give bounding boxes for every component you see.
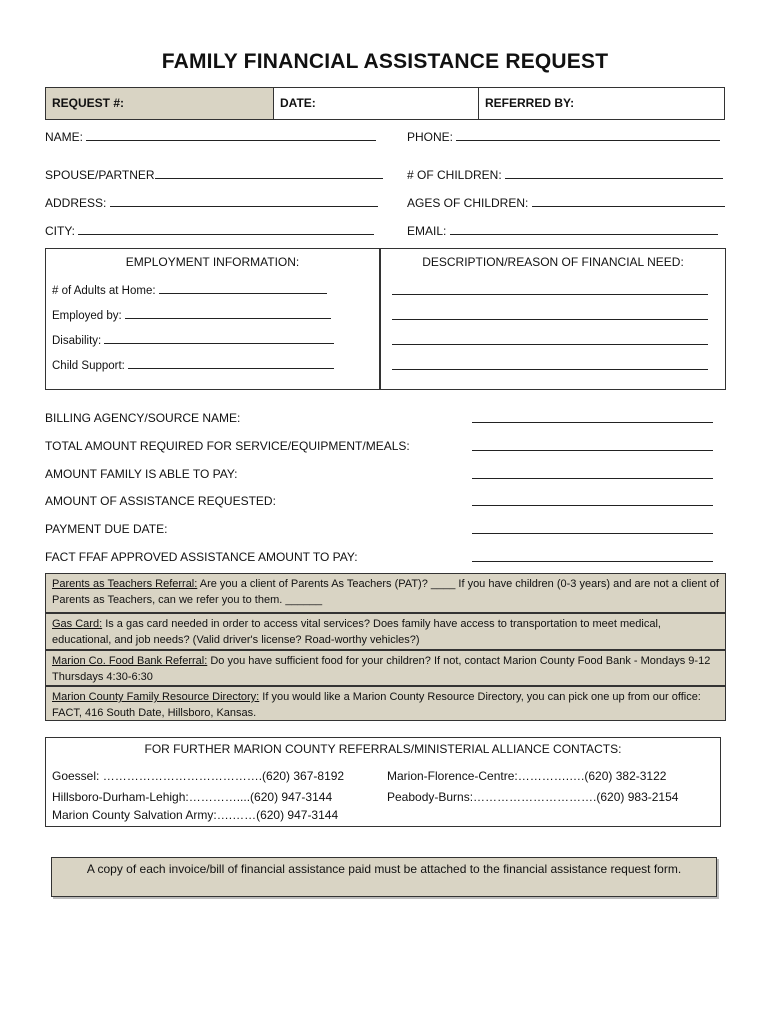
phone-label: PHONE: (407, 130, 454, 144)
name-field[interactable] (45, 130, 376, 144)
description-heading: DESCRIPTION/REASON OF FINANCIAL NEED: (422, 255, 684, 269)
billing-label: BILLING AGENCY/SOURCE NAME: (45, 411, 241, 425)
name-line[interactable] (86, 131, 376, 141)
approved-amount-label: FACT FFAF APPROVED ASSISTANCE AMOUNT TO PAY: (45, 550, 358, 564)
city-label: CITY: (45, 224, 76, 238)
city-line[interactable] (78, 225, 374, 235)
food-bank-text: Do you have sufficient food for your children? If not, contact Marion County Food Bank - Mondays 9-12 Thursdays 4:30-6:30 (52, 655, 711, 683)
employment-heading: EMPLOYMENT INFORMATION: (125, 255, 300, 269)
resource-directory-text: If you would like a Marion County Resource Directory, you can pick one up from our office: FACT, 416 South Date, Hillsboro, Kansas. (52, 691, 701, 719)
description-line[interactable] (392, 360, 708, 370)
spouse-line[interactable] (155, 169, 383, 179)
header-row (45, 87, 725, 120)
spouse-field[interactable] (45, 168, 383, 182)
total-amount-line[interactable] (472, 441, 713, 451)
contacts-box (45, 737, 721, 827)
assistance-requested-line[interactable] (472, 496, 713, 506)
disability-label: Disability: (52, 335, 102, 347)
date-field[interactable]: DATE: (274, 88, 479, 119)
assistance-requested-label: AMOUNT OF ASSISTANCE REQUESTED: (45, 494, 276, 508)
resource-directory-box (45, 686, 726, 721)
description-line[interactable] (392, 285, 708, 295)
name-label: NAME: (45, 130, 84, 144)
contact-goessel: Goessel: ………………………………….(620) 367-8192 (52, 769, 345, 783)
payment-due-label: PAYMENT DUE DATE: (45, 522, 168, 536)
ages-line[interactable] (532, 197, 725, 207)
billing-line[interactable] (472, 413, 713, 423)
description-line[interactable] (392, 335, 708, 345)
email-field[interactable] (407, 224, 718, 238)
child-support-line[interactable] (128, 359, 334, 369)
family-pay-label: AMOUNT FAMILY IS ABLE TO PAY: (45, 467, 238, 481)
children-field[interactable] (407, 168, 723, 182)
address-label: ADDRESS: (45, 196, 107, 210)
city-field[interactable] (45, 224, 374, 238)
address-line[interactable] (110, 197, 378, 207)
pat-referral-text: Are you a client of Parents As Teachers (PAT)? ____ If you have children (0-3 years) and are not a client of Parents as Teachers, can we refer you to them. ______ (52, 578, 719, 606)
disability-line[interactable] (104, 334, 334, 344)
email-line[interactable] (450, 225, 718, 235)
adults-line[interactable] (159, 284, 327, 294)
employed-field[interactable] (52, 309, 331, 322)
contacts-heading: FOR FURTHER MARION COUNTY REFERRALS/MINISTERIAL ALLIANCE CONTACTS: (144, 742, 622, 756)
contact-hillsboro: Hillsboro-Durham-Lehigh:…………....(620) 947-3144 (52, 790, 333, 804)
resource-directory-label: Marion County Family Resource Directory: (52, 691, 260, 703)
adults-label: # of Adults at Home: (52, 285, 156, 297)
invoice-note: A copy of each invoice/bill of financial assistance paid must be attached to the financial assistance request form. (51, 857, 717, 897)
request-number-field[interactable]: REQUEST #: (46, 88, 274, 119)
payment-due-line[interactable] (472, 524, 713, 534)
pat-referral-box (45, 573, 726, 613)
food-bank-box (45, 650, 726, 686)
phone-line[interactable] (456, 131, 720, 141)
description-line[interactable] (392, 310, 708, 320)
child-support-label: Child Support: (52, 360, 125, 372)
referred-by-field[interactable]: REFERRED BY: (485, 96, 575, 110)
box-divider (379, 249, 381, 389)
gas-card-text: Is a gas card needed in order to access vital services? Does family have access to transportation to meet medical, educational, and job needs? (Valid driver's license? Road-worthy vehicles?) (52, 618, 661, 646)
children-label: # OF CHILDREN: (407, 168, 502, 182)
children-line[interactable] (505, 169, 723, 179)
employed-line[interactable] (125, 309, 331, 319)
contact-salvation-army: Marion County Salvation Army:….……(620) 947-3144 (52, 808, 339, 822)
gas-card-label: Gas Card: (52, 618, 103, 630)
ages-field[interactable] (407, 196, 725, 210)
spouse-label: SPOUSE/PARTNER (45, 168, 155, 182)
email-label: EMAIL: (407, 224, 447, 238)
total-amount-label: TOTAL AMOUNT REQUIRED FOR SERVICE/EQUIPMENT/MEALS: (45, 439, 410, 453)
disability-field[interactable] (52, 334, 334, 347)
pat-referral-label: Parents as Teachers Referral: (52, 578, 198, 590)
employment-description-box (45, 248, 726, 390)
adults-field[interactable] (52, 284, 327, 297)
approved-amount-line[interactable] (472, 552, 713, 562)
form-title: FAMILY FINANCIAL ASSISTANCE REQUEST (161, 50, 609, 73)
contact-marion: Marion-Florence-Centre:………….….(620) 382-3122 (387, 769, 667, 783)
employed-label: Employed by: (52, 310, 122, 322)
food-bank-label: Marion Co. Food Bank Referral: (52, 655, 208, 667)
gas-card-box (45, 613, 726, 650)
child-support-field[interactable] (52, 359, 334, 372)
phone-field[interactable] (407, 130, 720, 144)
family-pay-line[interactable] (472, 469, 713, 479)
address-field[interactable] (45, 196, 378, 210)
contact-peabody: Peabody-Burns:………………………….(620) 983-2154 (387, 790, 679, 804)
ages-label: AGES OF CHILDREN: (407, 196, 529, 210)
